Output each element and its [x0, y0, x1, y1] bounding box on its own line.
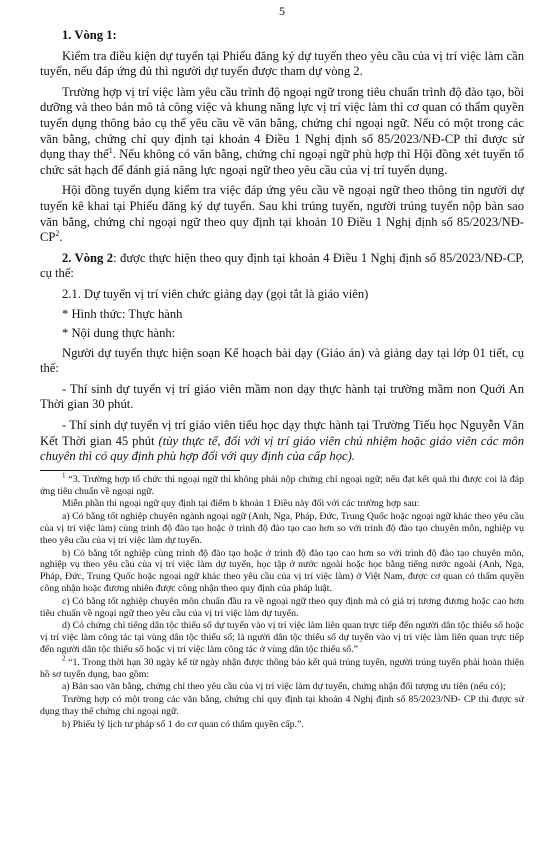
- round1-paragraph-3: [40, 183, 524, 245]
- footnote-1-item-a: a) Có bằng tốt nghiệp chuyên ngành ngoại ngữ (Anh, Nga, Pháp, Đức, Trung Quốc hoặc ngoại ngữ khác theo yêu cầu của vị trí việc làm) cùng trình độ đào tạo hoặc ở trình độ đào tạo cao hơn so với trình độ đào tạo chuyên môn, nghiệp vụ theo yêu cầu của vị trí việc làm dự tuyển.: [40, 511, 524, 546]
- main-text: [40, 28, 524, 465]
- footnote-2-mark: 2: [62, 654, 66, 663]
- footnote-separator: [40, 470, 240, 471]
- footnote-1-intro-text: “3. Trường hợp tổ chức thi ngoại ngữ thì không phải nộp chứng chỉ ngoại ngữ; nếu đạt kết quả thi được coi là đáp ứng tiêu chuẩn về ngoại ngữ.: [40, 473, 524, 497]
- round1-paragraph-3-text: Hội đồng tuyển dụng kiểm tra việc đáp ứng yêu cầu về ngoại ngữ theo thông tin người dự tuyển kê khai tại Phiếu đăng ký dự tuyển. Sau khi trúng tuyển, người trúng tuyển nộp bản sao văn bằng, chứng chỉ ngoại ngữ theo quy định tại khoản 10 Điều 1 Nghị định số 85/2023/NĐ-CP: [40, 183, 524, 245]
- round1-heading: 1. Vòng 1:: [62, 28, 117, 42]
- footnote-1-intro: [40, 471, 524, 498]
- round1-paragraph-2: [40, 85, 524, 179]
- round2-heading-bold: 2. Vòng 2: [62, 250, 114, 265]
- footnote-1-mark: 1: [62, 471, 66, 480]
- footnote-ref-1[interactable]: 1: [108, 145, 113, 155]
- primary-item-note: (tùy thực tế, đối với vị trí giáo viên chủ nhiệm hoặc giáo viên các môn chuyên thì có quy định phù hợp đối với quy định của cấp học).: [40, 433, 525, 464]
- footnote-2-item-a: a) Bản sao văn bằng, chứng chỉ theo yêu cầu của vị trí việc làm dự tuyển, chứng nhận đối tượng ưu tiên (nếu có);: [62, 681, 506, 693]
- practice-form: * Hình thức: Thực hành: [62, 306, 183, 321]
- footnote-1-item-d: d) Có chứng chỉ tiếng dân tộc thiểu số dự tuyển vào vị trí việc làm liên quan trực tiếp đến người dân tộc thiểu số hoặc vị trí việc làm công tác tại vùng dân tộc thiểu số; là người dân tộc thiểu số dự tuyển vào vị trí việc làm liên quan trực tiếp đến người dân tộc thiểu số hoặc vị trí việc làm công tác ở vùng dân tộc thiểu số.”: [40, 620, 524, 655]
- footnote-1-exempt: Miễn phần thi ngoại ngữ quy định tại điểm b khoản 1 Điều này đối với các trường hợp sau:: [62, 498, 420, 510]
- footnote-1-item-c: c) Có bằng tốt nghiệp chuyên môn chuẩn đầu ra về ngoại ngữ theo quy định mà có giá trị tương đương hoặc cao hơn tiêu chuẩn về ngoại ngữ theo yêu cầu của vị trí việc làm dự tuyển.: [40, 595, 524, 619]
- footnote-1-item-b: b) Có bằng tốt nghiệp cùng trình độ đào tạo hoặc ở trình độ đào tạo cao hơn so với trình độ đào tạo chuyên môn, nghiệp vụ theo yêu cầu của vị trí việc làm dự tuyển, học tập ở nước ngoài hoặc học bằng tiếng nước ngoài (Anh, Nga, Pháp, Đức, Trung Quốc hoặc ngoại ngữ khác theo yêu cầu của vị trí việc làm) ở Việt Nam, được cơ quan có thẩm quyền công nhận hoặc đương nhiên được công nhận theo quy định của pháp luật.: [40, 547, 524, 595]
- footnote-2-intro-text: “1. Trong thời hạn 30 ngày kể từ ngày nhận được thông báo kết quả trúng tuyển, người trúng tuyển phải hoàn thiện hồ sơ tuyển dụng, bao gồm:: [40, 656, 524, 680]
- round2-heading-rest: : được thực hiện theo quy định tại khoản 4 Điều 1 Nghị định số 85/2023/NĐ-CP, cụ thể:: [40, 250, 524, 281]
- primary-item-text: - Thí sinh dự tuyển vị trí giáo viên tiểu học dạy thực hành tại Trường Tiểu học Nguyễn Văn Kết Thời gian 45 phút: [40, 418, 524, 448]
- footnote-ref-2[interactable]: 2: [55, 228, 60, 238]
- page-number: 5: [279, 4, 285, 18]
- footnote-2-item-b: b) Phiếu lý lịch tư pháp số 1 do cơ quan có thẩm quyền cấp.”.: [62, 718, 304, 730]
- footnote-2-note: Trường hợp có một trong các văn bằng, chứng chỉ quy định tại khoản 4 Nghị định số 85/2023/NĐ- CP thì được sử dụng thay thế chứng chỉ ngoại ngữ.: [40, 694, 524, 717]
- footnote-2-intro: [40, 654, 524, 681]
- preschool-item: - Thí sinh dự tuyển vị trí giáo viên mầm non dạy thực hành tại trường mầm non Quới An Thời gian 30 phút.: [40, 381, 524, 412]
- round1-paragraph-2-text: Trường hợp vị trí việc làm yêu cầu trình độ ngoại ngữ trong tiêu chuẩn trình độ đào tạo, bồi dưỡng và theo bản mô tả công việc và khung năng lực vị trí việc làm thì cơ quan có thẩm quyền tuyển dụng thông báo cụ thể yêu cầu về văn bằng, chứng chỉ ngoại ngữ. Nếu có một trong các văn bằng, chứng chỉ quy định tại khoản 4 Điều 1 Nghị định số 85/2023/NĐ-CP thì được sử dụng thay thế: [40, 84, 524, 162]
- footnotes: [40, 471, 524, 731]
- primary-item: [40, 418, 524, 465]
- round1-paragraph-1: Kiểm tra điều kiện dự tuyển tại Phiếu đăng ký dự tuyển theo yêu cầu của vị trí việc làm cần tuyển, nếu đáp ứng đủ thì người dự tuyển được tham dự vòng 2.: [40, 48, 524, 79]
- round1-paragraph-3-tail: .: [59, 230, 63, 245]
- candidate-task: Người dự tuyển thực hiện soạn Kế hoạch bài dạy (Giáo án) và giảng dạy tại lớp 01 tiết, cụ thể:: [40, 345, 524, 376]
- section-2-1-title: 2.1. Dự tuyển vị trí viên chức giảng dạy (gọi tắt là giáo viên): [62, 286, 369, 301]
- practice-content: * Nội dung thực hành:: [62, 326, 176, 341]
- round2-heading: [40, 251, 524, 282]
- round1-paragraph-2-tail: . Nếu không có văn bằng, chứng chỉ ngoại ngữ phù hợp thì Hội đồng xét tuyển tổ chức sát hạch để đánh giá năng lực ngoại ngữ theo yêu cầu của vị trí tuyển dụng.: [40, 147, 524, 177]
